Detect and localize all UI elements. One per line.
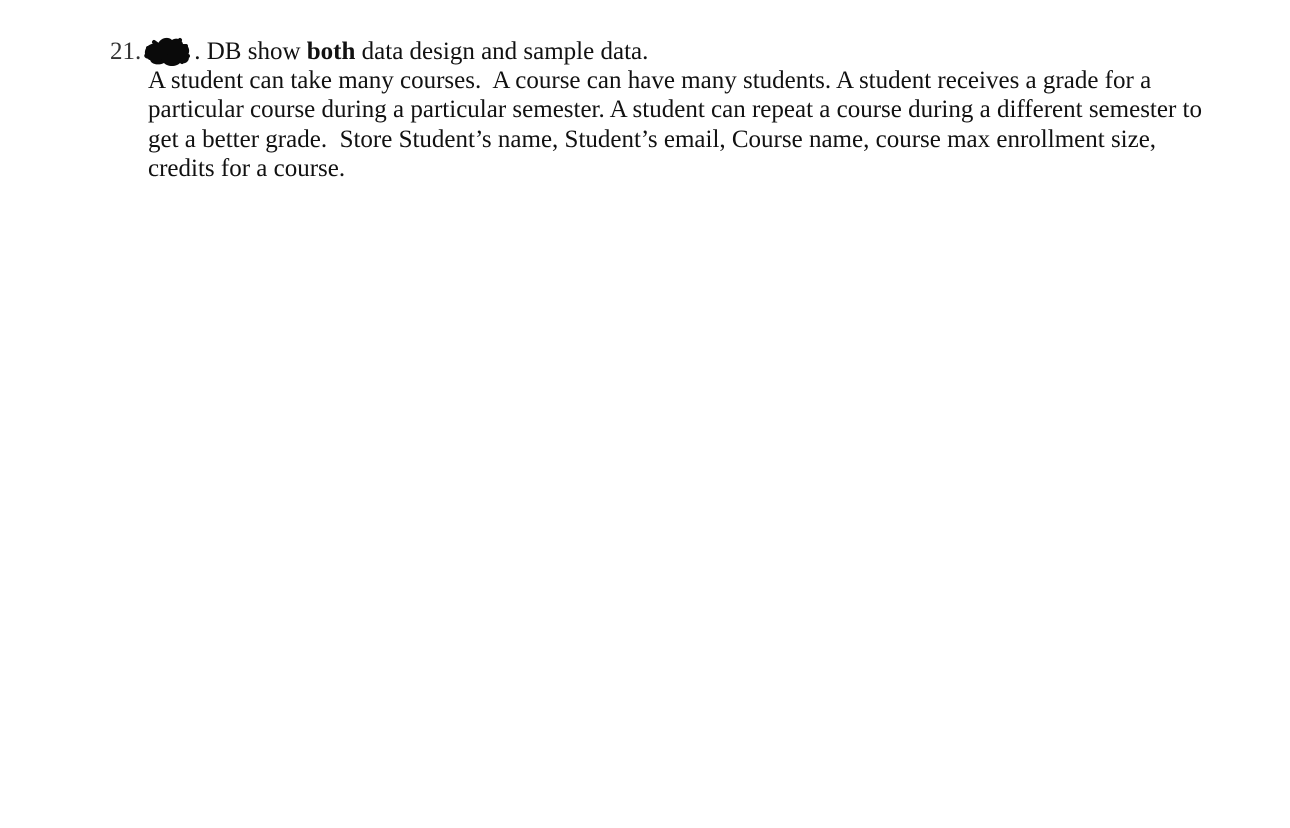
question-prompt-prefix: . DB show [194, 37, 307, 65]
question-21 [110, 36, 1220, 183]
question-header [110, 36, 1220, 66]
question-body: A student can take many courses. A course can have many students. A student receives a grade for a particular course during a particular semester. A student can repeat a course during a different semester to get a better grade. Store Student’s name, Student’s email, Course name, course max enrollment size, credits for a course. [148, 67, 1209, 182]
question-emphasis: both [306, 37, 356, 65]
redaction-scribble [142, 36, 192, 66]
question-number: 21. [110, 37, 142, 65]
question-prompt-suffix: data design and sample data. [355, 37, 649, 65]
